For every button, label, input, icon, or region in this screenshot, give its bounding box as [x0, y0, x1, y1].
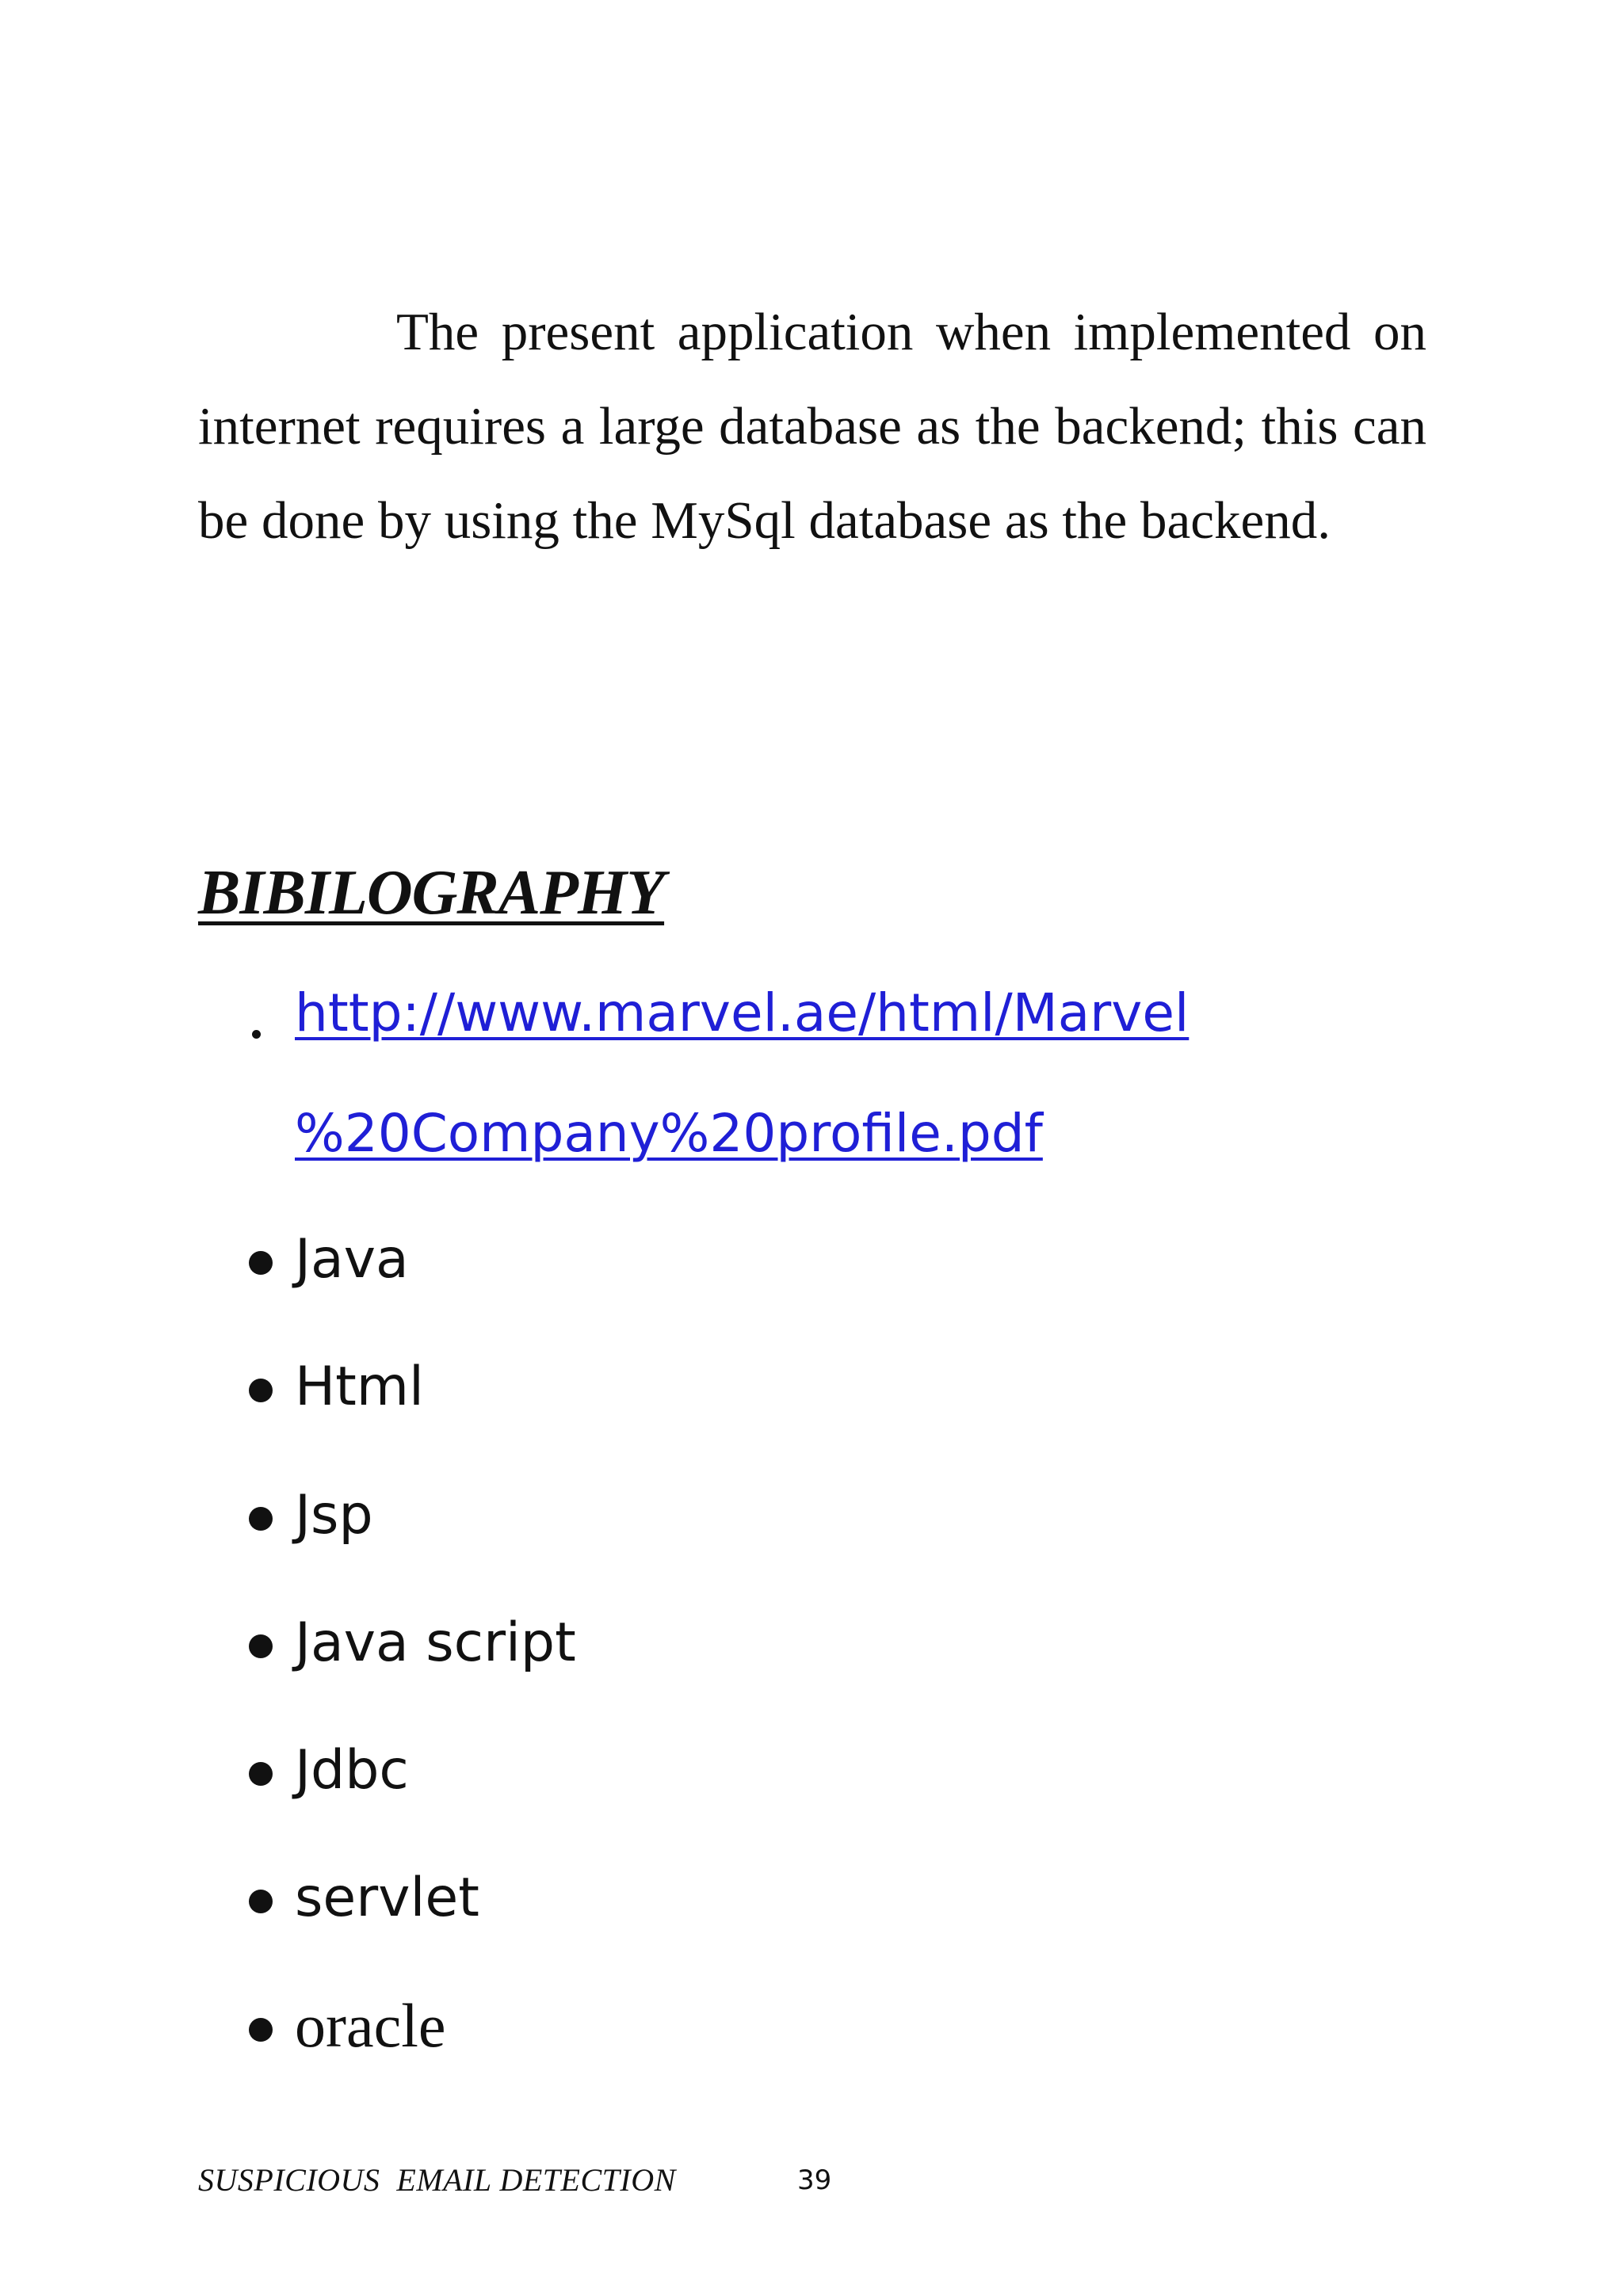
list-item-label: Java: [295, 1228, 409, 1291]
footer-title: SUSPICIOUS EMAIL DETECTION: [198, 2162, 676, 2198]
bibliography-link-line-2[interactable]: %20Company%20profile.pdf: [295, 1103, 1043, 1164]
bullet-icon: [249, 1251, 273, 1275]
bullet-icon: [249, 2018, 273, 2042]
bibliography-link-line-1[interactable]: http://www.marvel.ae/html/Marvel: [295, 982, 1190, 1043]
list-item-label: servlet: [295, 1867, 479, 1929]
bullet-icon: [249, 1762, 273, 1786]
bullet-icon: [249, 1634, 273, 1658]
list-item-label: Html: [295, 1356, 424, 1418]
bullet-icon: [249, 1379, 273, 1402]
bullet-icon: [249, 1890, 273, 1913]
list-item-label: Jsp: [295, 1484, 373, 1547]
body-paragraph: The present application when implemented on internet requires a large database as the backend; this can be done by using the MySql database as the backend.: [198, 303, 1426, 550]
list-item-label: Jdbc: [295, 1739, 409, 1802]
list-item-label: Java script: [295, 1611, 576, 1674]
bibliography-heading: BIBILOGRAPHY: [198, 858, 665, 928]
page-number: 39: [797, 2164, 832, 2196]
bullet-icon: [252, 1030, 261, 1039]
list-item-label: oracle: [295, 1991, 446, 2060]
bullet-icon: [249, 1507, 273, 1531]
